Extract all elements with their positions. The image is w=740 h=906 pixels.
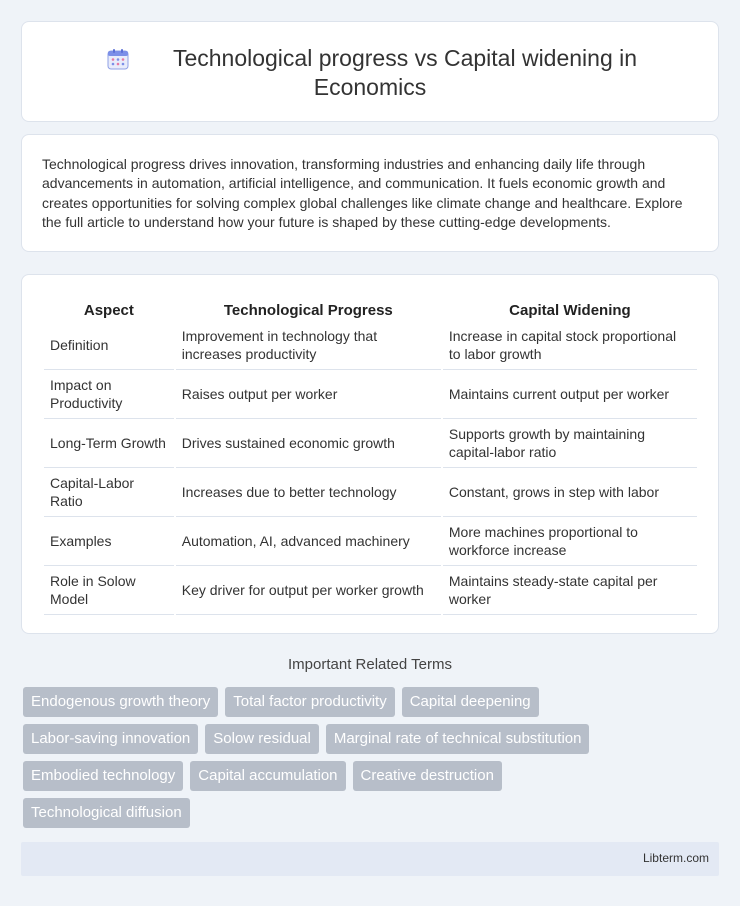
table-row (44, 517, 697, 566)
footer-site-link[interactable]: Libterm.com (642, 851, 709, 865)
table-row (44, 321, 697, 370)
related-term-tag[interactable]: Capital deepening (402, 687, 539, 717)
row-capital-widening: Supports growth by maintaining capital-labor ratio (443, 419, 697, 468)
row-technological-progress: Automation, AI, advanced machinery (176, 517, 441, 566)
related-term-tag[interactable]: Labor-saving innovation (23, 724, 198, 754)
related-term-tag[interactable]: Endogenous growth theory (23, 687, 218, 717)
row-aspect: Long-Term Growth (44, 419, 174, 468)
related-term-tag[interactable]: Creative destruction (353, 761, 502, 791)
related-term-tag[interactable]: Solow residual (205, 724, 319, 754)
row-capital-widening: Increase in capital stock proportional to labor growth (443, 321, 697, 370)
intro-text: Technological progress drives innovation, transforming industries and enhancing daily life through advancements in automation, artificial intelligence, and communication. It fuels economic growth and creates opportunities for solving complex global challenges like climate change and healthcare. Explore the full article to understand how your future is shaped by these cutting-edge developments. (42, 156, 683, 230)
row-capital-widening: Maintains steady-state capital per worker (443, 566, 697, 615)
row-technological-progress: Improvement in technology that increases productivity (176, 321, 441, 370)
row-aspect: Examples (44, 517, 174, 566)
page-title-line2: Economics (313, 74, 427, 100)
row-technological-progress: Drives sustained economic growth (176, 419, 441, 468)
footer (21, 842, 719, 876)
row-capital-widening: Constant, grows in step with labor (443, 468, 697, 517)
table-row (44, 370, 697, 419)
row-aspect: Capital-Labor Ratio (44, 468, 174, 517)
header-capital-widening: Capital Widening (509, 301, 631, 319)
row-aspect: Impact on Productivity (44, 370, 174, 419)
related-terms-list (23, 687, 673, 828)
table-header-row (44, 295, 697, 321)
header-technological-progress: Technological Progress (223, 301, 393, 319)
row-technological-progress: Key driver for output per worker growth (176, 566, 441, 615)
row-technological-progress: Increases due to better technology (176, 468, 441, 517)
related-term-tag[interactable]: Total factor productivity (225, 687, 394, 717)
table-row (44, 566, 697, 615)
related-term-tag[interactable]: Capital accumulation (190, 761, 345, 791)
page-title (22, 44, 718, 102)
related-terms-title: Important Related Terms (288, 656, 452, 673)
page-title-line1: Technological progress vs Capital widening in (172, 45, 638, 71)
table-row (44, 419, 697, 468)
intro-card (21, 134, 719, 252)
title-card (21, 21, 719, 122)
table-row (44, 468, 697, 517)
related-term-tag[interactable]: Embodied technology (23, 761, 183, 791)
comparison-card (21, 274, 719, 634)
row-capital-widening: Maintains current output per worker (443, 370, 697, 419)
header-aspect: Aspect (83, 301, 134, 319)
row-aspect: Role in Solow Model (44, 566, 174, 615)
row-technological-progress: Raises output per worker (176, 370, 441, 419)
related-term-tag[interactable]: Marginal rate of technical substitution (326, 724, 590, 754)
row-capital-widening: More machines proportional to workforce increase (443, 517, 697, 566)
row-aspect: Definition (44, 321, 174, 370)
related-term-tag[interactable]: Technological diffusion (23, 798, 190, 828)
comparison-table (42, 295, 699, 615)
